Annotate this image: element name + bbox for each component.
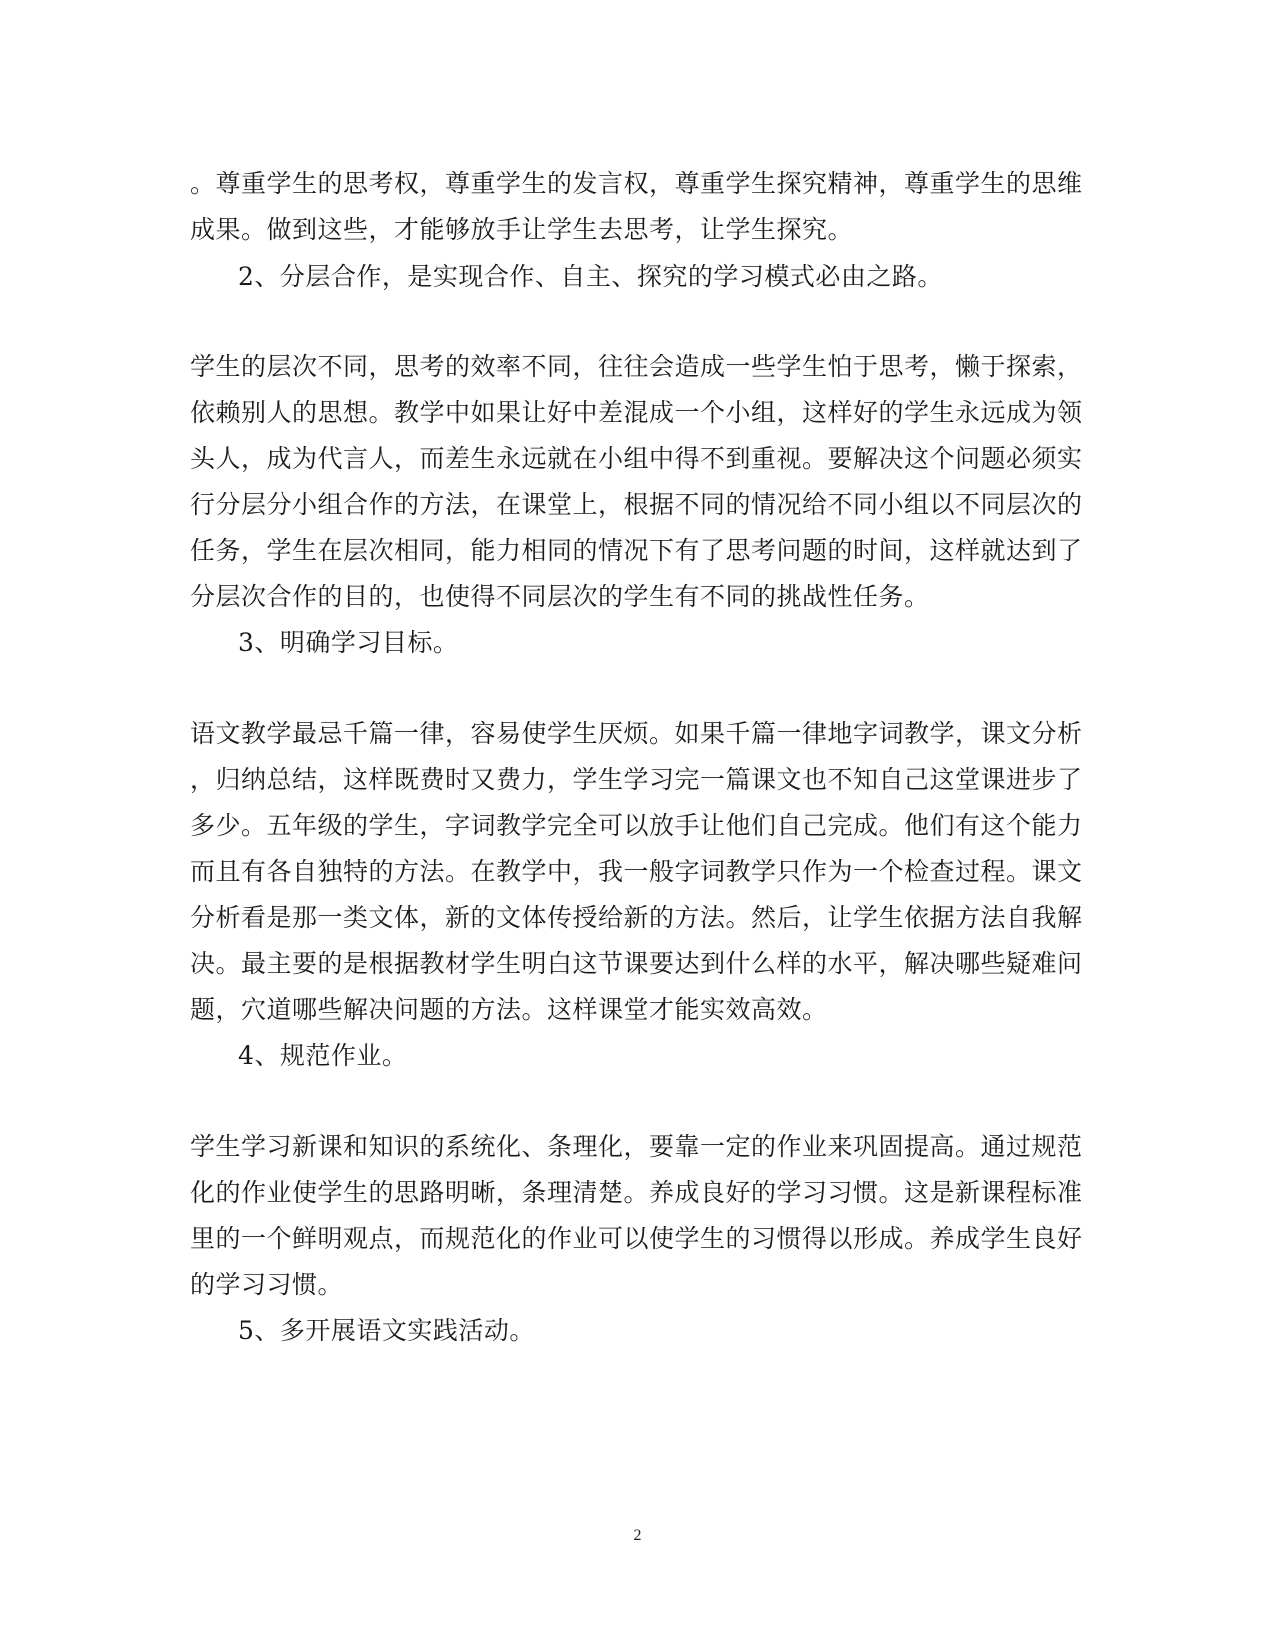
line-4: 学生的层次不同，思考的效率不同，往往会造成一些学生怕于思考，懒于探索， (190, 352, 1083, 381)
heading-2: 2、分层合作，是实现合作、自主、探究的学习模式必由之路。 (238, 262, 943, 291)
line-2: 成果。做到这些，才能够放手让学生去思考，让学生探究。 (190, 215, 854, 244)
line-1: 。尊重学生的思考权，尊重学生的发言权，尊重学生探究精神，尊重学生的思维 (190, 169, 1083, 198)
heading-4: 4、规范作业。 (238, 1041, 408, 1070)
line-17: 题，穴道哪些解决问题的方法。这样课堂才能实效高效。 (190, 995, 828, 1024)
heading-5: 5、多开展语文实践活动。 (238, 1316, 535, 1345)
line-13: 多少。五年级的学生，字词教学完全可以放手让他们自己完成。他们有这个能力 (190, 811, 1083, 840)
page-number: 2 (633, 1527, 642, 1544)
line-8: 任务，学生在层次相同，能力相同的情况下有了思考问题的时间，这样就达到了 (190, 536, 1083, 565)
line-22: 的学习习惯。 (190, 1270, 344, 1299)
line-7: 行分层分小组合作的方法，在课堂上，根据不同的情况给不同小组以不同层次的 (190, 490, 1083, 519)
line-12: ，归纳总结，这样既费时又费力，学生学习完一篇课文也不知自己这堂课进步了 (190, 765, 1083, 794)
heading-3: 3、明确学习目标。 (238, 628, 459, 657)
line-11: 语文教学最忌千篇一律，容易使学生厌烦。如果千篇一律地字词教学，课文分析 (190, 719, 1083, 748)
line-19: 学生学习新课和知识的系统化、条理化，要靠一定的作业来巩固提高。通过规范 (190, 1132, 1083, 1161)
line-15: 分析看是那一类文体，新的文体传授给新的方法。然后，让学生依据方法自我解 (190, 903, 1083, 932)
line-14: 而且有各自独特的方法。在教学中，我一般字词教学只作为一个检查过程。课文 (190, 857, 1083, 886)
line-9: 分层次合作的目的，也使得不同层次的学生有不同的挑战性任务。 (190, 582, 930, 611)
line-20: 化的作业使学生的思路明晰，条理清楚。养成良好的学习习惯。这是新课程标准 (190, 1178, 1083, 1207)
line-5: 依赖别人的思想。教学中如果让好中差混成一个小组，这样好的学生永远成为领 (190, 398, 1083, 427)
line-16: 决。最主要的是根据教材学生明白这节课要达到什么样的水平，解决哪些疑难问 (190, 949, 1083, 978)
line-6: 头人，成为代言人，而差生永远就在小组中得不到重视。要解决这个问题必须实 (190, 444, 1083, 473)
line-21: 里的一个鲜明观点，而规范化的作业可以使学生的习惯得以形成。养成学生良好 (190, 1224, 1083, 1253)
